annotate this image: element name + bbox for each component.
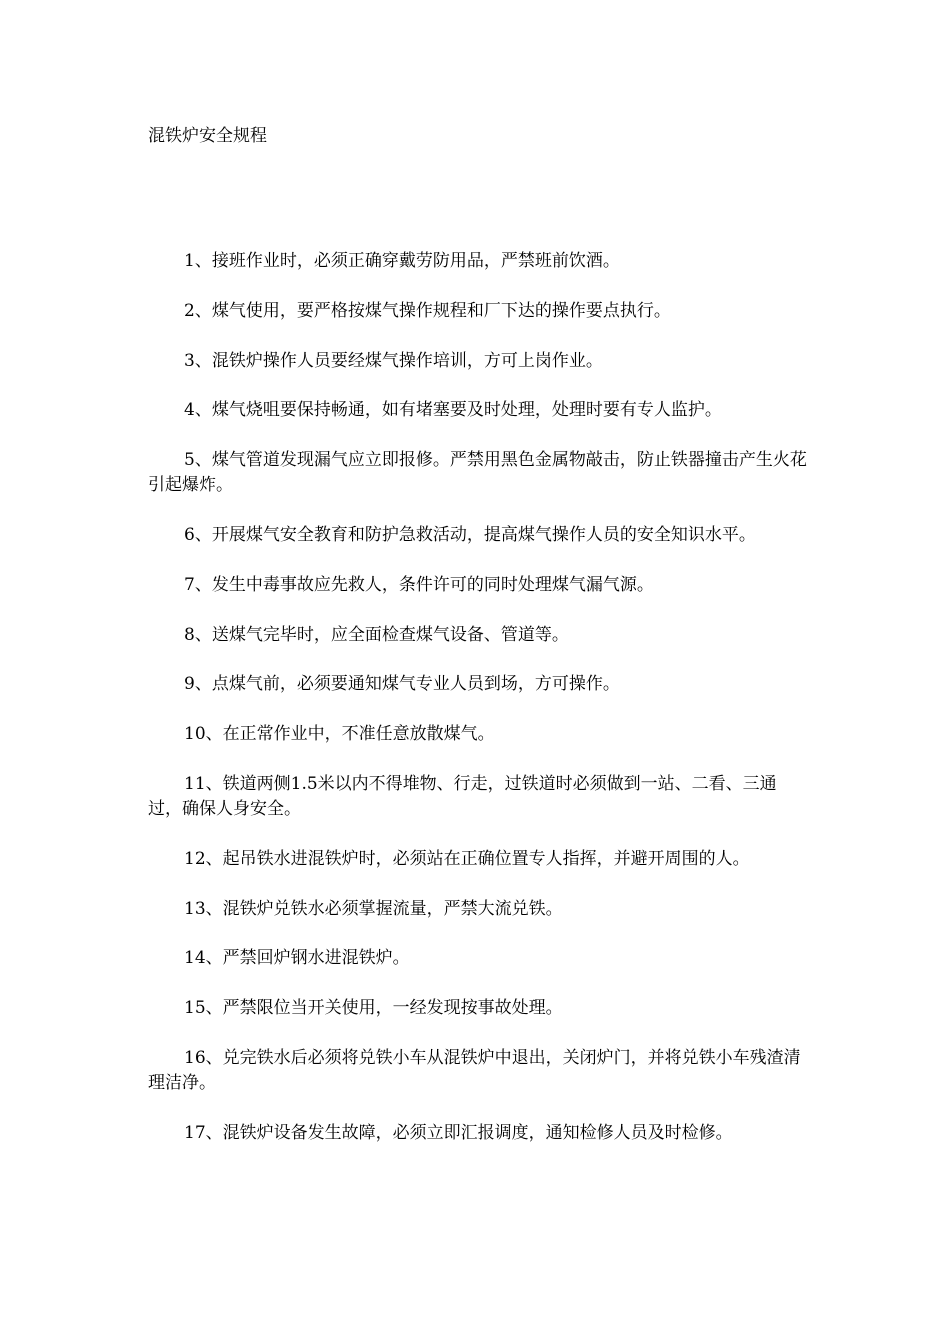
rule-item: 8、送煤气完毕时，应全面检查煤气设备、管道等。 <box>184 624 569 645</box>
rule-item: 2、煤气使用，要严格按煤气操作规程和厂下达的操作要点执行。 <box>184 300 671 321</box>
rule-item: 6、开展煤气安全教育和防护急救活动，提高煤气操作人员的安全知识水平。 <box>184 524 756 545</box>
rule-item: 3、混铁炉操作人员要经煤气操作培训，方可上岗作业。 <box>184 350 603 371</box>
rule-item: 11、铁道两侧1.5米以内不得堆物、行走，过铁道时必须做到一站、二看、三通过，确保人身安全。 <box>148 773 777 819</box>
rule-item: 14、严禁回炉钢水进混铁炉。 <box>184 948 410 969</box>
document-title: 混铁炉安全规程 <box>148 126 267 146</box>
rule-item: 9、点煤气前，必须要通知煤气专业人员到场，方可操作。 <box>184 674 620 695</box>
rule-item: 10、在正常作业中，不准任意放散煤气。 <box>184 724 495 745</box>
rule-item: 4、煤气烧咀要保持畅通，如有堵塞要及时处理，处理时要有专人监护。 <box>184 400 722 421</box>
rule-item: 16、兑完铁水后必须将兑铁小车从混铁炉中退出，关闭炉门，并将兑铁小车残渣清理洁净。 <box>148 1047 801 1093</box>
rule-item: 12、起吊铁水进混铁炉时，必须站在正确位置专人指挥，并避开周围的人。 <box>184 848 750 869</box>
rule-item: 7、发生中毒事故应先救人，条件许可的同时处理煤气漏气源。 <box>184 574 654 595</box>
rule-item: 1、接班作业时，必须正确穿戴劳防用品，严禁班前饮酒。 <box>184 251 620 271</box>
rule-item: 17、混铁炉设备发生故障，必须立即汇报调度，通知检修人员及时检修。 <box>184 1122 733 1143</box>
rule-item: 15、严禁限位当开关使用，一经发现按事故处理。 <box>184 998 563 1019</box>
rule-item: 13、混铁炉兑铁水必须掌握流量，严禁大流兑铁。 <box>184 898 563 919</box>
rule-item: 5、煤气管道发现漏气应立即报修。严禁用黑色金属物敲击，防止铁器撞击产生火花引起爆炸。 <box>148 450 807 496</box>
safety-rules-list <box>148 249 808 1171</box>
